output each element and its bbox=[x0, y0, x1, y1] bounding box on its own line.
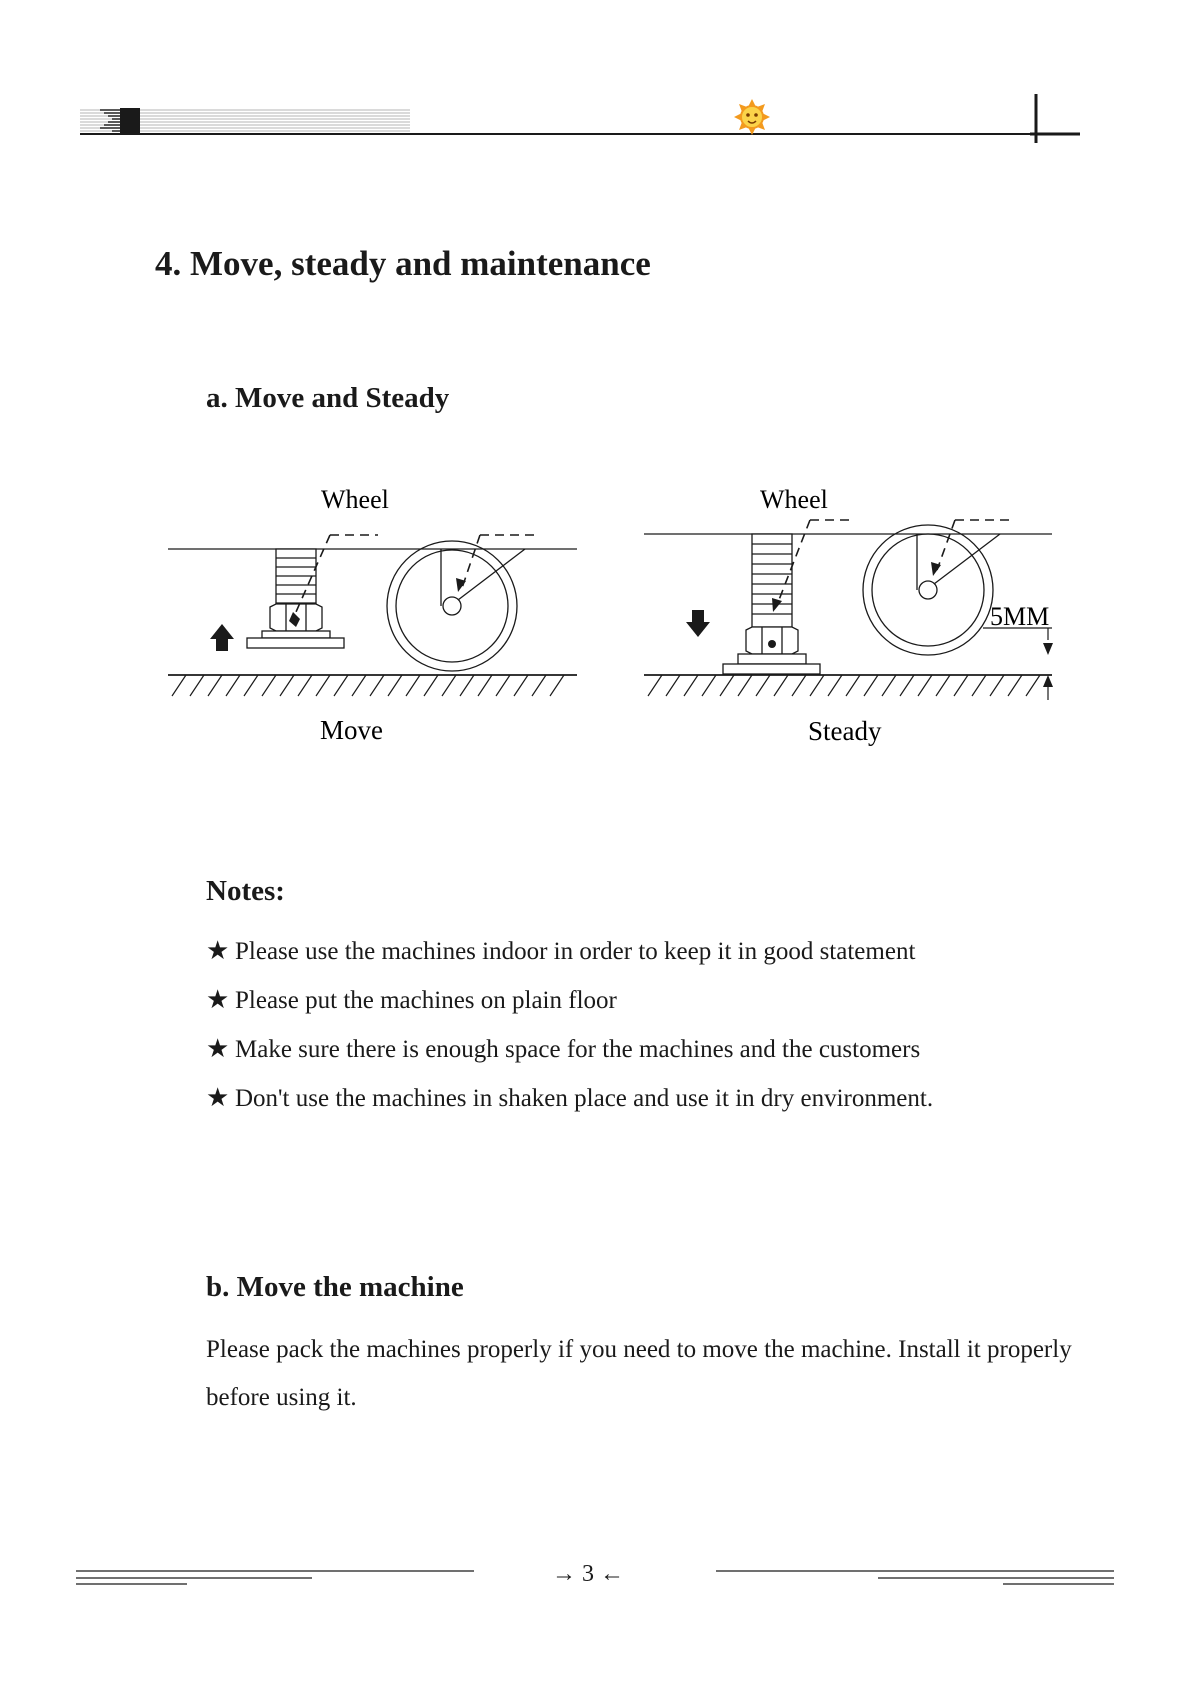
up-arrow-icon bbox=[210, 624, 234, 651]
steady-wheel-label: Wheel bbox=[760, 485, 828, 514]
note-text: Please use the machines indoor in order to keep it in good statement bbox=[235, 938, 916, 965]
move-leveling-foot bbox=[247, 549, 344, 648]
page-heading: 4. Move, steady and maintenance bbox=[155, 244, 651, 283]
clearance-dimension bbox=[983, 628, 1052, 700]
section-b-paragraph: Please pack the machines properly if you need to move the machine. Install it properly before using it. bbox=[206, 1336, 1072, 1411]
star-bullet-icon: ★ bbox=[206, 936, 230, 965]
page-header bbox=[0, 0, 1191, 160]
page-number: → 3 ← bbox=[552, 1561, 624, 1587]
list-item bbox=[206, 981, 933, 1030]
down-arrow-icon bbox=[686, 610, 710, 637]
steady-ground-hatch bbox=[648, 675, 1040, 696]
steady-diagram bbox=[644, 485, 1053, 746]
steady-bolt-tip bbox=[768, 640, 776, 648]
section-b-title: b. Move the machine bbox=[206, 1271, 464, 1303]
note-text: Don't use the machines in shaken place and use it in dry environment. bbox=[235, 1085, 934, 1112]
note-text: Make sure there is enough space for the machines and the customers bbox=[235, 1036, 921, 1063]
list-item bbox=[206, 932, 933, 981]
header-stripe-icon bbox=[80, 108, 410, 133]
notes-list bbox=[206, 932, 933, 1128]
steady-caster-wheel bbox=[863, 525, 1000, 655]
move-wheel-label: Wheel bbox=[321, 485, 389, 514]
move-diagram bbox=[168, 485, 577, 745]
notes-title: Notes: bbox=[206, 875, 285, 907]
star-bullet-icon: ★ bbox=[206, 985, 230, 1014]
note-text: Please put the machines on plain floor bbox=[235, 987, 617, 1014]
steady-leveling-foot bbox=[723, 534, 820, 674]
section-a-title: a. Move and Steady bbox=[206, 382, 450, 414]
move-caster-wheel bbox=[387, 541, 525, 671]
list-item bbox=[206, 1030, 933, 1079]
move-steady-figure bbox=[0, 470, 1191, 750]
star-bullet-icon: ★ bbox=[206, 1083, 230, 1112]
clearance-label: 5MM bbox=[990, 602, 1050, 631]
move-ground-hatch bbox=[172, 675, 564, 696]
star-bullet-icon: ★ bbox=[206, 1034, 230, 1063]
steady-caption: Steady bbox=[808, 716, 882, 746]
move-wheel-pointer bbox=[462, 535, 480, 588]
list-item bbox=[206, 1079, 933, 1128]
move-caption: Move bbox=[320, 715, 383, 745]
logo-sun-icon bbox=[734, 99, 770, 135]
